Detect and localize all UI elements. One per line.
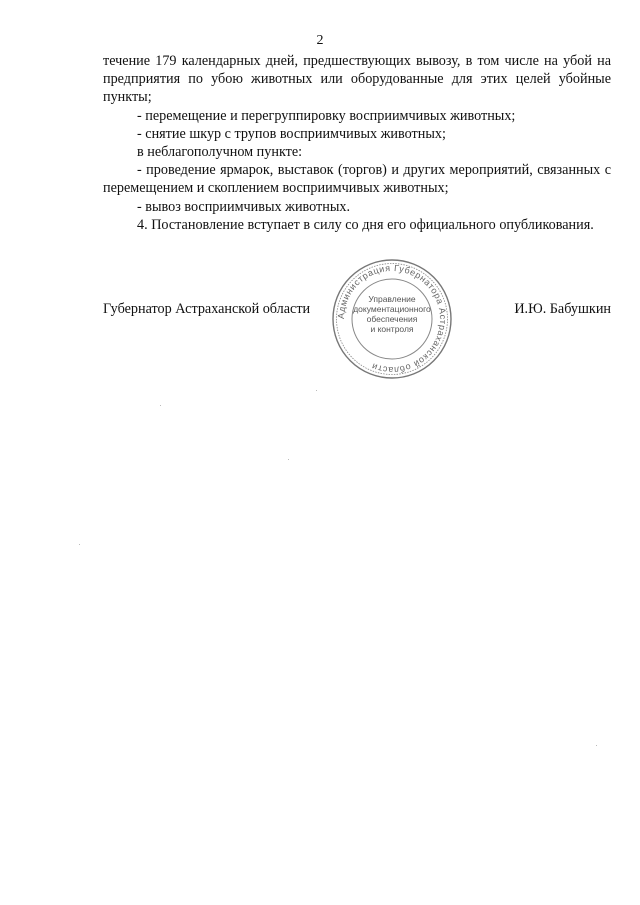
paragraph-6: - вывоз восприимчивых животных. — [137, 198, 351, 215]
signatory-name: И.Ю. Бабушкин — [514, 301, 611, 317]
signatory-title: Губернатор Астраханской области — [103, 301, 311, 317]
seal-line-4: и контроля — [370, 324, 414, 334]
paragraph-4: в неблагополучном пункте: — [137, 144, 303, 161]
paragraph-5: - проведение ярмарок, выставок (торгов) и других мероприятий, связанных с перемещением и скоплением восприимчивых животных; — [103, 162, 611, 197]
page-number: 2 — [316, 33, 324, 48]
seal-line-2: документационного — [353, 304, 431, 314]
official-seal — [330, 257, 454, 381]
scan-speck — [160, 405, 161, 406]
scan-speck — [79, 544, 80, 545]
seal-line-1: Управление — [368, 294, 416, 304]
scan-speck — [316, 390, 317, 391]
seal-line-3: обеспечения — [366, 314, 418, 324]
document-body — [103, 52, 611, 234]
paragraph-2: - перемещение и перегруппировку восприимчивых животных; — [137, 107, 516, 124]
seal-ring-text: Администрация Губернатора Астраханской области — [335, 262, 449, 376]
paragraph-1: течение 179 календарных дней, предшествующих вывозу, в том числе на убой на предприятия по убою животных или оборудованные для этих целей убойные пункты; — [103, 53, 611, 106]
paragraph-7: 4. Постановление вступает в силу со дня его официального опубликования. — [137, 216, 594, 233]
scan-speck — [596, 745, 597, 746]
scan-speck — [288, 459, 289, 460]
paragraph-3: - снятие шкур с трупов восприимчивых животных; — [137, 125, 446, 142]
